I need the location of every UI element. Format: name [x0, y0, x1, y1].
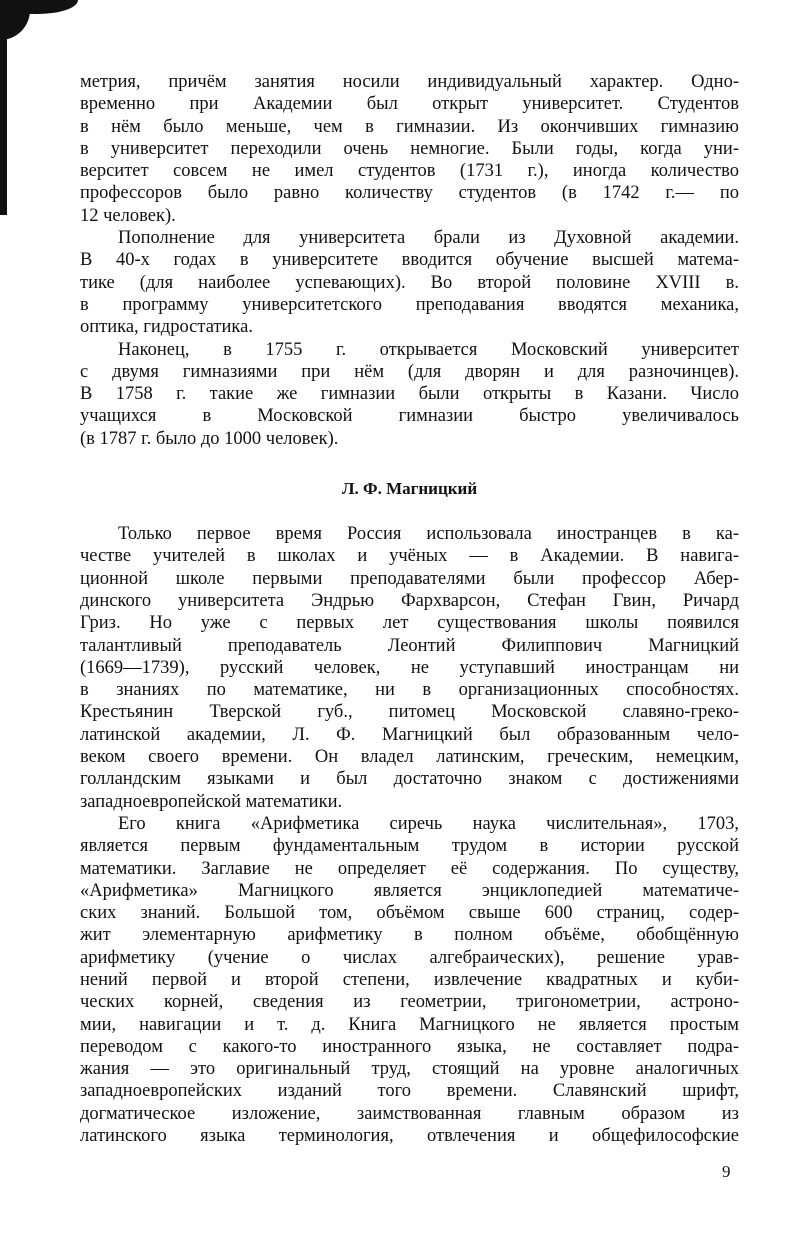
text-line: в программу университетского преподавания вводятся механика, — [80, 294, 739, 315]
text-line: динского университета Эндрью Фархварсон, Стефан Гвин, Ричард — [80, 590, 739, 611]
text-line: Только первое время Россия использовала иностранцев в ка- — [118, 524, 739, 545]
text-line: догматическое изложение, заимствованная главным образом из — [80, 1103, 739, 1124]
paragraph — [80, 813, 739, 1147]
text-line: латинской академии, Л. Ф. Магницкий был образованным чело- — [80, 724, 739, 745]
text-line: с двумя гимназиями при нём (для дворян и для разночинцев). — [80, 361, 739, 382]
text-line: ских знаний. Большой том, объёмом свыше 600 страниц, содер- — [80, 903, 739, 924]
text-line: профессоров было равно количеству студентов (в 1742 г.— по — [80, 183, 739, 204]
page-body — [80, 71, 739, 1147]
paragraph — [80, 227, 739, 338]
paragraphs-before-heading — [80, 71, 739, 450]
paragraph — [80, 339, 739, 450]
text-line: 12 человек). — [80, 205, 176, 226]
text-line: «Арифметика» Магницкого является энциклопедией математиче- — [80, 880, 739, 901]
text-line: временно при Академии был открыт университет. Студентов — [80, 94, 739, 115]
text-line: математики. Заглавие не определяет её содержания. По существу, — [80, 858, 739, 879]
text-line: арифметику (учение о числах алгебраических), решение урав- — [80, 947, 739, 968]
text-line: является первым фундаментальным трудом в истории русской — [80, 836, 739, 857]
text-line: Наконец, в 1755 г. открывается Московский университет — [118, 339, 739, 360]
text-line: талантливый преподаватель Леонтий Филиппович Магницкий — [80, 635, 739, 656]
text-line: учащихся в Московской гимназии быстро увеличивалось — [80, 406, 739, 427]
text-line: честве учителей в школах и учёных — в Академии. В навига- — [80, 546, 739, 567]
text-line: Крестьянин Тверской губ., питомец Московской славяно-греко- — [80, 702, 739, 723]
paragraphs-after-heading — [80, 523, 739, 1147]
text-line: жания — это оригинальный труд, стоящий на уровне аналогичных — [80, 1059, 739, 1080]
text-line: веком своего времени. Он владел латинским, греческим, немецким, — [80, 747, 739, 768]
text-line: В 1758 г. такие же гимназии были открыты в Казани. Число — [80, 384, 739, 405]
text-line: западноевропейской математики. — [80, 791, 343, 812]
page-number: 9 — [722, 1162, 731, 1181]
text-line: метрия, причём занятия носили индивидуальный характер. Одно- — [80, 72, 739, 92]
paragraph — [80, 71, 739, 227]
text-line: переводом с какого-то иностранного языка, не составляет подра- — [80, 1036, 739, 1057]
text-line: в нём было меньше, чем в гимназии. Из окончивших гимназию — [80, 116, 739, 137]
text-line: (1669—1739), русский человек, не уступавший иностранцам ни — [80, 657, 739, 678]
text-line: латинского языка терминология, отвлечения и общефилософские — [80, 1126, 739, 1147]
section-heading: Л. Ф. Магницкий — [341, 479, 478, 499]
text-line: голландским языками и был достаточно знаком с достижениями — [80, 769, 739, 790]
text-line: мии, навигации и т. д. Книга Магницкого не является простым — [80, 1014, 739, 1035]
text-line: западноевропейских изданий того времени. Славянский шрифт, — [80, 1081, 739, 1102]
paragraph — [80, 523, 739, 813]
text-line: Пополнение для университета брали из Духовной академии. — [118, 228, 739, 249]
text-line: (в 1787 г. было до 1000 человек). — [80, 428, 339, 449]
text-line: жит элементарную арифметику в полном объёме, обобщённую — [80, 925, 739, 946]
text-line: ционной школе первыми преподавателями были профессор Абер- — [80, 568, 739, 589]
text-line: нений первой и второй степени, извлечение квадратных и куби- — [80, 969, 739, 990]
text-line: в университет переходили очень немногие. Были годы, когда уни- — [80, 138, 739, 159]
text-line: Гриз. Но уже с первых лет существования школы появился — [80, 613, 739, 634]
text-line: оптика, гидростатика. — [80, 317, 253, 338]
text-line: ческих корней, сведения из геометрии, тригонометрии, астроно- — [80, 992, 739, 1013]
scan-artifact-edge — [0, 0, 7, 215]
text-line: В 40-х годах в университете вводится обучение высшей матема- — [80, 250, 739, 271]
text-line: верситет совсем не имел студентов (1731 г.), иногда количество — [80, 161, 739, 182]
text-line: в знаниях по математике, ни в организационных способностях. — [80, 680, 739, 701]
text-line: тике (для наиболее успевающих). Во второй половине XVIII в. — [80, 272, 739, 293]
text-line: Его книга «Арифметика сиречь наука числительная», 1703, — [118, 813, 739, 834]
